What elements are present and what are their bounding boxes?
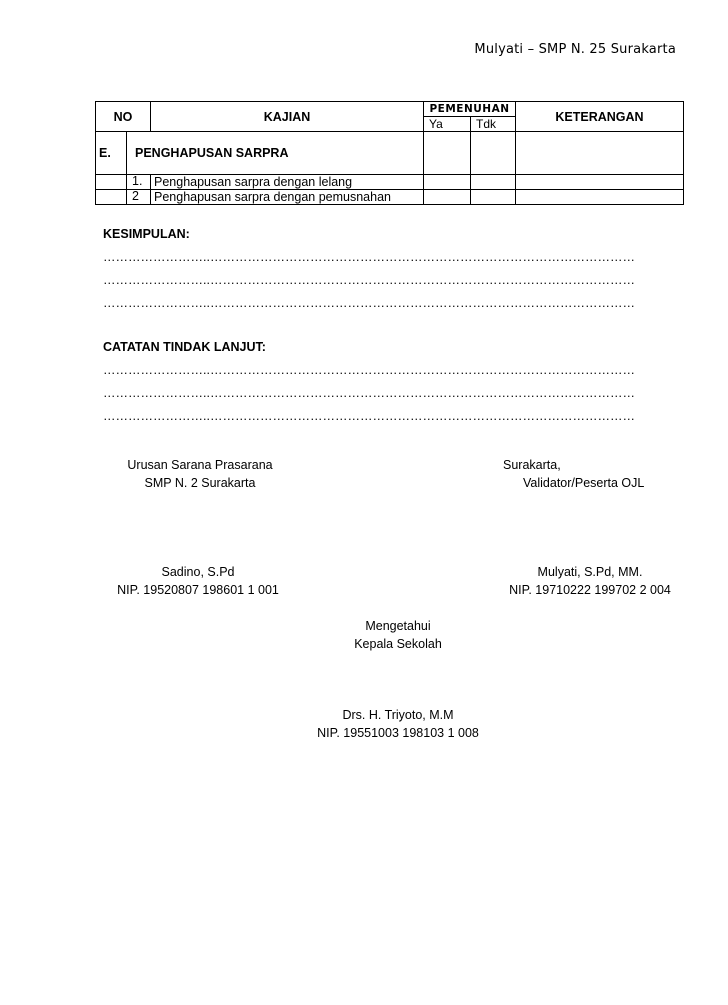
item-keterangan-cell	[516, 190, 684, 205]
col-pemenuhan-header: PEMENUHAN	[424, 102, 516, 117]
right-signature-header	[488, 456, 678, 492]
item-ya-cell	[424, 190, 471, 205]
col-keterangan-header: KETERANGAN	[516, 102, 684, 132]
center-signature-line2: Kepala Sekolah	[354, 637, 442, 651]
kesimpulan-line: ……………………..…………………………………………………………………………………………	[103, 296, 635, 310]
table-header-row	[96, 102, 684, 117]
left-signature-line2: SMP N. 2 Surakarta	[144, 476, 256, 490]
section-title: PENGHAPUSAN SARPRA	[135, 146, 289, 160]
item-number: 2	[132, 189, 139, 203]
col-no-header: NO	[96, 102, 151, 132]
right-signature-line1: Surakarta,	[503, 458, 561, 472]
catatan-label: CATATAN TINDAK LANJUT:	[103, 340, 266, 354]
col-kajian-header: KAJIAN	[151, 102, 424, 132]
table-row	[96, 175, 684, 190]
center-signature-block	[298, 706, 498, 742]
kesimpulan-line: ……………………..…………………………………………………………………………………………	[103, 250, 635, 264]
section-row	[96, 132, 684, 175]
center-signature-line1: Mengetahui	[365, 619, 431, 633]
center-signature-header	[298, 617, 498, 653]
section-tdk-cell	[471, 132, 516, 175]
left-signature-name: Sadino, S.Pd	[161, 565, 235, 579]
right-signature-nip: NIP. 19710222 199702 2 004	[509, 583, 671, 597]
assessment-table	[95, 101, 684, 205]
kesimpulan-line: ……………………..…………………………………………………………………………………………	[103, 273, 635, 287]
item-tdk-cell	[471, 175, 516, 190]
catatan-line: ……………………..…………………………………………………………………………………………	[103, 386, 635, 400]
section-ya-cell	[424, 132, 471, 175]
col-tdk-header: Tdk	[471, 117, 516, 132]
item-ya-cell	[424, 175, 471, 190]
section-code: E.	[96, 132, 127, 174]
left-signature-block	[98, 563, 298, 599]
catatan-section	[103, 339, 669, 428]
catatan-line: ……………………..…………………………………………………………………………………………	[103, 409, 635, 423]
right-signature-block	[490, 563, 690, 599]
col-ya-header: Ya	[424, 117, 471, 132]
center-signature-name: Drs. H. Triyoto, M.M	[342, 708, 454, 722]
right-signature-line2: Validator/Peserta OJL	[523, 476, 645, 490]
center-signature-nip: NIP. 19551003 198103 1 008	[317, 726, 479, 740]
table-row	[96, 190, 684, 205]
item-number: 1.	[132, 174, 143, 188]
page-header: Mulyati – SMP N. 25 Surakarta	[474, 42, 676, 57]
left-signature-line1: Urusan Sarana Prasarana	[127, 458, 273, 472]
left-signature-nip: NIP. 19520807 198601 1 001	[117, 583, 279, 597]
catatan-line: ……………………..…………………………………………………………………………………………	[103, 363, 635, 377]
item-tdk-cell	[471, 190, 516, 205]
kesimpulan-label: KESIMPULAN:	[103, 227, 190, 241]
item-text: Penghapusan sarpra dengan pemusnahan	[151, 190, 424, 205]
item-keterangan-cell	[516, 175, 684, 190]
item-text: Penghapusan sarpra dengan lelang	[151, 175, 424, 190]
right-signature-name: Mulyati, S.Pd, MM.	[537, 565, 643, 579]
section-keterangan-cell	[516, 132, 684, 175]
left-signature-header	[100, 456, 300, 492]
kesimpulan-section	[103, 226, 669, 315]
